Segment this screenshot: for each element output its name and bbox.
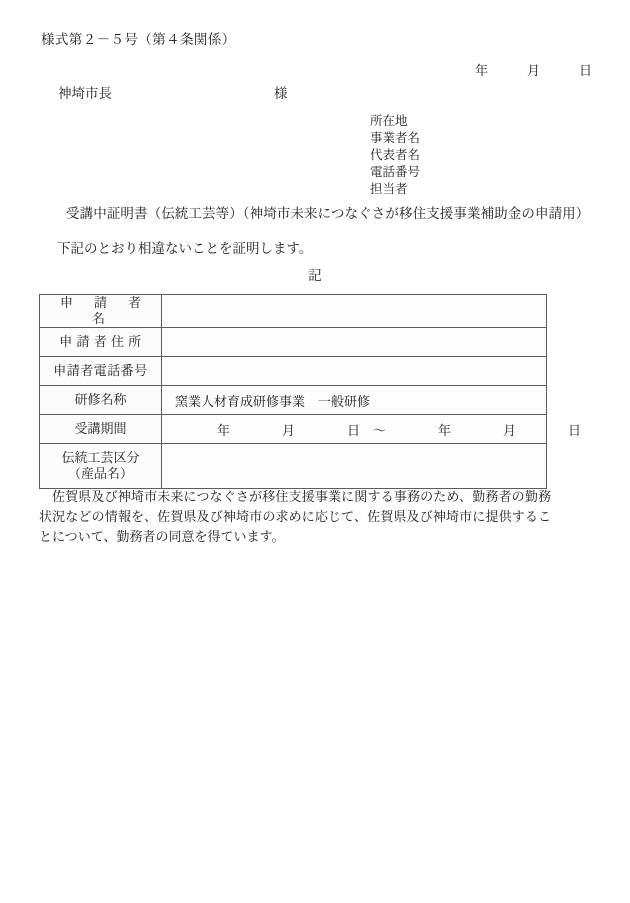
- label-text-secondary: （産品名）: [67, 466, 133, 481]
- consent-note-text: 佐賀県及び神埼市未来につなぐさが移住支援事業に関する事務のため、勤務者の勤務状況などの情報を、佐賀県及び神埼市の求めに応じて、佐賀県及び神埼市に提供することについて、勤務者の同意を得ています。: [39, 489, 551, 544]
- label-text: 申 請 者 名: [59, 295, 163, 326]
- table-row: [40, 444, 547, 489]
- date-line: 年 月 日: [474, 63, 592, 78]
- row-label-training-name: [40, 386, 162, 415]
- sender-field-location: 所在地: [370, 114, 408, 128]
- label-text: 受講期間: [74, 421, 127, 436]
- application-table: [39, 294, 582, 489]
- row-value-training-name[interactable]: 窯業人材育成研修事業 一般研修: [162, 386, 547, 415]
- label-text: 研修名称: [74, 392, 127, 407]
- addressee-line: 神埼市長 様: [58, 86, 288, 101]
- row-value-applicant-name[interactable]: [162, 295, 547, 328]
- certification-statement: 下記のとおり相違ないことを証明します。: [57, 241, 313, 256]
- table-row: [40, 415, 547, 444]
- row-value-training-period[interactable]: 年 月 日 ～ 年 月 日: [162, 415, 547, 444]
- sender-field-business: 事業者名: [370, 131, 421, 145]
- form-number: 様式第２－５号（第４条関係）: [41, 32, 236, 47]
- row-value-applicant-address[interactable]: [162, 328, 547, 357]
- sender-info-block: [370, 113, 420, 198]
- table-row: [40, 328, 547, 357]
- row-label-training-period: [40, 415, 162, 444]
- ki-heading: 記: [308, 268, 322, 283]
- table-row: [40, 295, 547, 328]
- table-row: [40, 357, 547, 386]
- label-text: 申請者電話番号: [53, 363, 148, 378]
- table-row: [40, 386, 547, 415]
- row-label-applicant-address: [40, 328, 162, 357]
- row-value-craft-category[interactable]: [162, 444, 547, 489]
- row-label-craft-category: [40, 444, 162, 489]
- label-text: 申 請 者 住 所: [59, 334, 142, 349]
- consent-note: [39, 487, 551, 547]
- row-label-applicant-phone: [40, 357, 162, 386]
- document-title: 受講中証明書（伝統工芸等）（神埼市未来につなぐさが移住支援事業補助金の申請用）: [66, 206, 590, 221]
- sender-field-contact: 担当者: [370, 182, 408, 196]
- row-label-applicant-name: [40, 295, 162, 328]
- label-text: 伝統工芸区分: [61, 450, 140, 465]
- row-value-applicant-phone[interactable]: [162, 357, 547, 386]
- sender-field-represent: 代表者名: [370, 148, 421, 162]
- sender-field-phone: 電話番号: [370, 165, 421, 179]
